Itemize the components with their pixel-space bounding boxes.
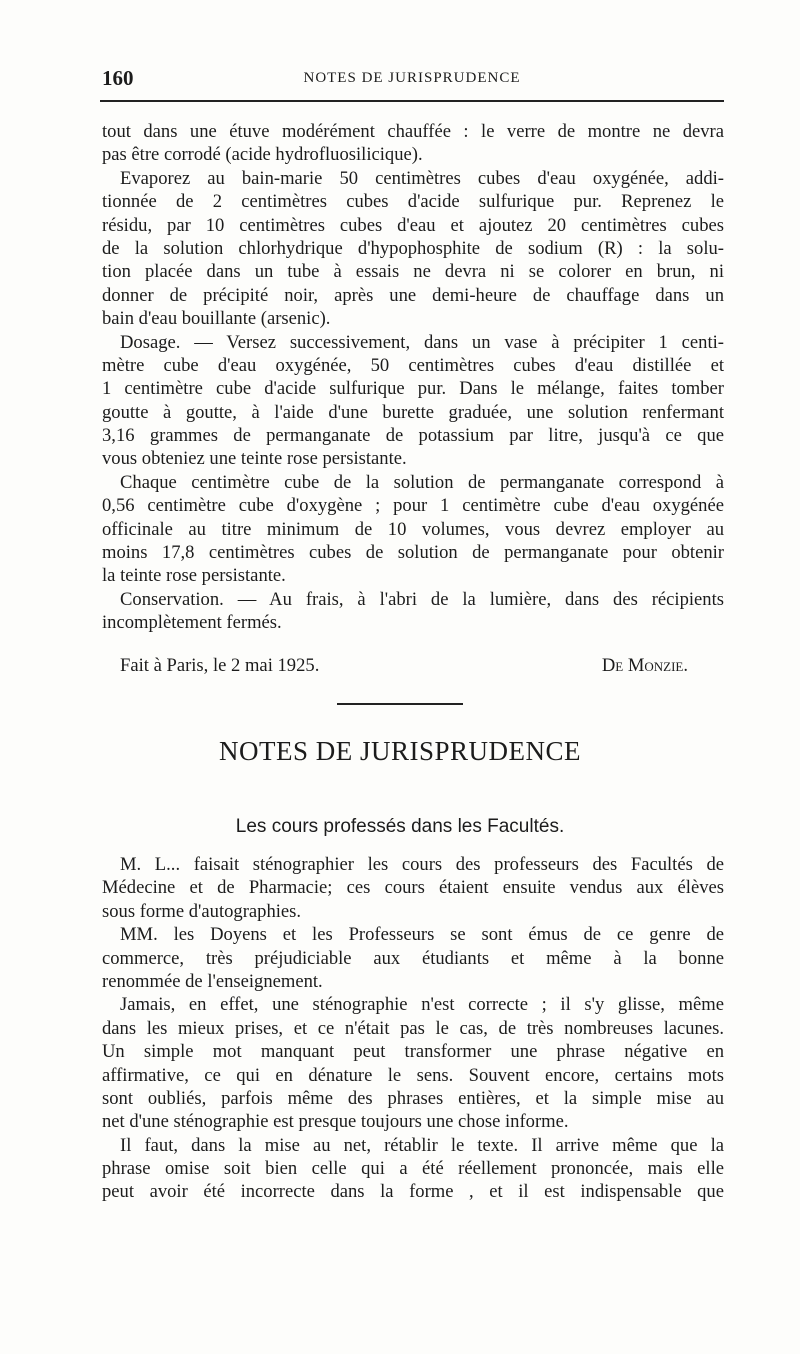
text-line: sont oubliés, parfois même des phrases entières, et la simple mise au — [102, 1087, 724, 1109]
conservation-heading-line: Conservation. — Au frais, à l'abri de la lumière, dans des récipients — [120, 588, 724, 610]
section-subtitle: Les cours professés dans les Facultés. — [235, 816, 565, 837]
text-line: de la solution chlorhydrique d'hypophosphite de sodium (R) : la solu- — [102, 237, 724, 259]
text-line: Médecine et de Pharmacie; ces cours étaient ensuite vendus aux élèves — [102, 877, 724, 899]
text-line: pas être corrodé (acide hydrofluosilicique). — [102, 144, 423, 166]
signature-date: Fait à Paris, le 2 mai 1925. — [120, 655, 320, 676]
text-line: résidu, par 10 centimètres cubes d'eau et ajoutez 20 centimètres cubes — [102, 214, 724, 236]
text-line: mètre cube d'eau oxygénée, 50 centimètres cubes d'eau distillée et — [102, 354, 724, 376]
text-line: 0,56 centimètre cube d'oxygène ; pour 1 centimètre cube d'eau oxygénée — [102, 495, 724, 517]
text-line: tionnée de 2 centimètres cubes d'acide sulfurique pur. Reprenez le — [102, 191, 724, 213]
text-line: affirmative, ce qui en dénature le sens. Souvent encore, certains mots — [102, 1064, 724, 1086]
text-line: net d'une sténographie est presque toujours une chose informe. — [102, 1111, 569, 1133]
text-line: dans les mieux prises, et ce n'était pas le cas, de très nombreuses lacunes. — [102, 1017, 724, 1039]
page-header — [100, 64, 724, 94]
signature-name: De Monzie. — [601, 655, 688, 676]
signature-line — [120, 655, 688, 679]
text-line: Jamais, en effet, une sténographie n'est correcte ; il s'y glisse, même — [120, 994, 724, 1016]
dosage-heading-line: Dosage. — Versez successivement, dans un vase à précipiter 1 centi- — [120, 331, 724, 353]
text-line: bain d'eau bouillante (arsenic). — [102, 308, 331, 330]
text-line: phrase omise soit bien celle qui a été réellement prononcée, mais elle — [102, 1158, 724, 1180]
text-line: renommée de l'enseignement. — [102, 970, 323, 992]
text-line: Il faut, dans la mise au net, rétablir le texte. Il arrive même que la — [120, 1134, 724, 1156]
text-line: sous forme d'autographies. — [102, 900, 302, 922]
text-line: Un simple mot manquant peut transformer une phrase négative en — [102, 1041, 724, 1063]
text-line: donner de précipité noir, après une demi-heure de chauffage dans un — [102, 284, 724, 306]
text-line: tout dans une étuve modérément chauffée : le verre de montre ne devra — [102, 121, 724, 142]
text-line: goutte à goutte, à l'aide d'une burette graduée, une solution renfermant — [102, 401, 724, 423]
section-divider — [337, 703, 463, 705]
text-line: Chaque centimètre cube de la solution de permanganate correspond à — [120, 471, 724, 493]
text-line: commerce, très préjudiciable aux étudiants et même à la bonne — [102, 947, 724, 969]
section-title: NOTES DE JURISPRUDENCE — [218, 736, 582, 766]
section-two-text — [102, 853, 724, 1204]
text-line: peut avoir été incorrecte dans la forme , et il est indispensable que — [102, 1181, 724, 1203]
text-line: MM. les Doyens et les Professeurs se sont émus de ce genre de — [120, 924, 724, 946]
text-line: incomplètement fermés. — [102, 612, 282, 634]
page-number: 160 — [102, 66, 134, 90]
text-line: tion placée dans un tube à essais ne devra ni se colorer en brun, ni — [102, 261, 724, 283]
text-line: vous obteniez une teinte rose persistante. — [102, 448, 407, 470]
text-line: officinale au titre minimum de 10 volumes, vous devrez employer au — [102, 518, 724, 540]
text-line: 1 centimètre cube d'acide sulfurique pur. Dans le mélange, faites tomber — [102, 378, 724, 400]
text-line: 3,16 grammes de permanganate de potassium par litre, jusqu'à ce que — [102, 425, 724, 447]
text-line: M. L... faisait sténographier les cours des professeurs des Facultés de — [120, 854, 724, 875]
text-line: Evaporez au bain-marie 50 centimètres cubes d'eau oxygénée, addi- — [120, 167, 724, 189]
running-title: NOTES DE JURISPRUDENCE — [303, 70, 521, 86]
text-line: la teinte rose persistante. — [102, 565, 286, 587]
text-line: moins 17,8 centimètres cubes de solution de permanganate pour obtenir — [102, 542, 724, 564]
section-one-text — [102, 120, 724, 635]
header-rule — [100, 100, 724, 102]
